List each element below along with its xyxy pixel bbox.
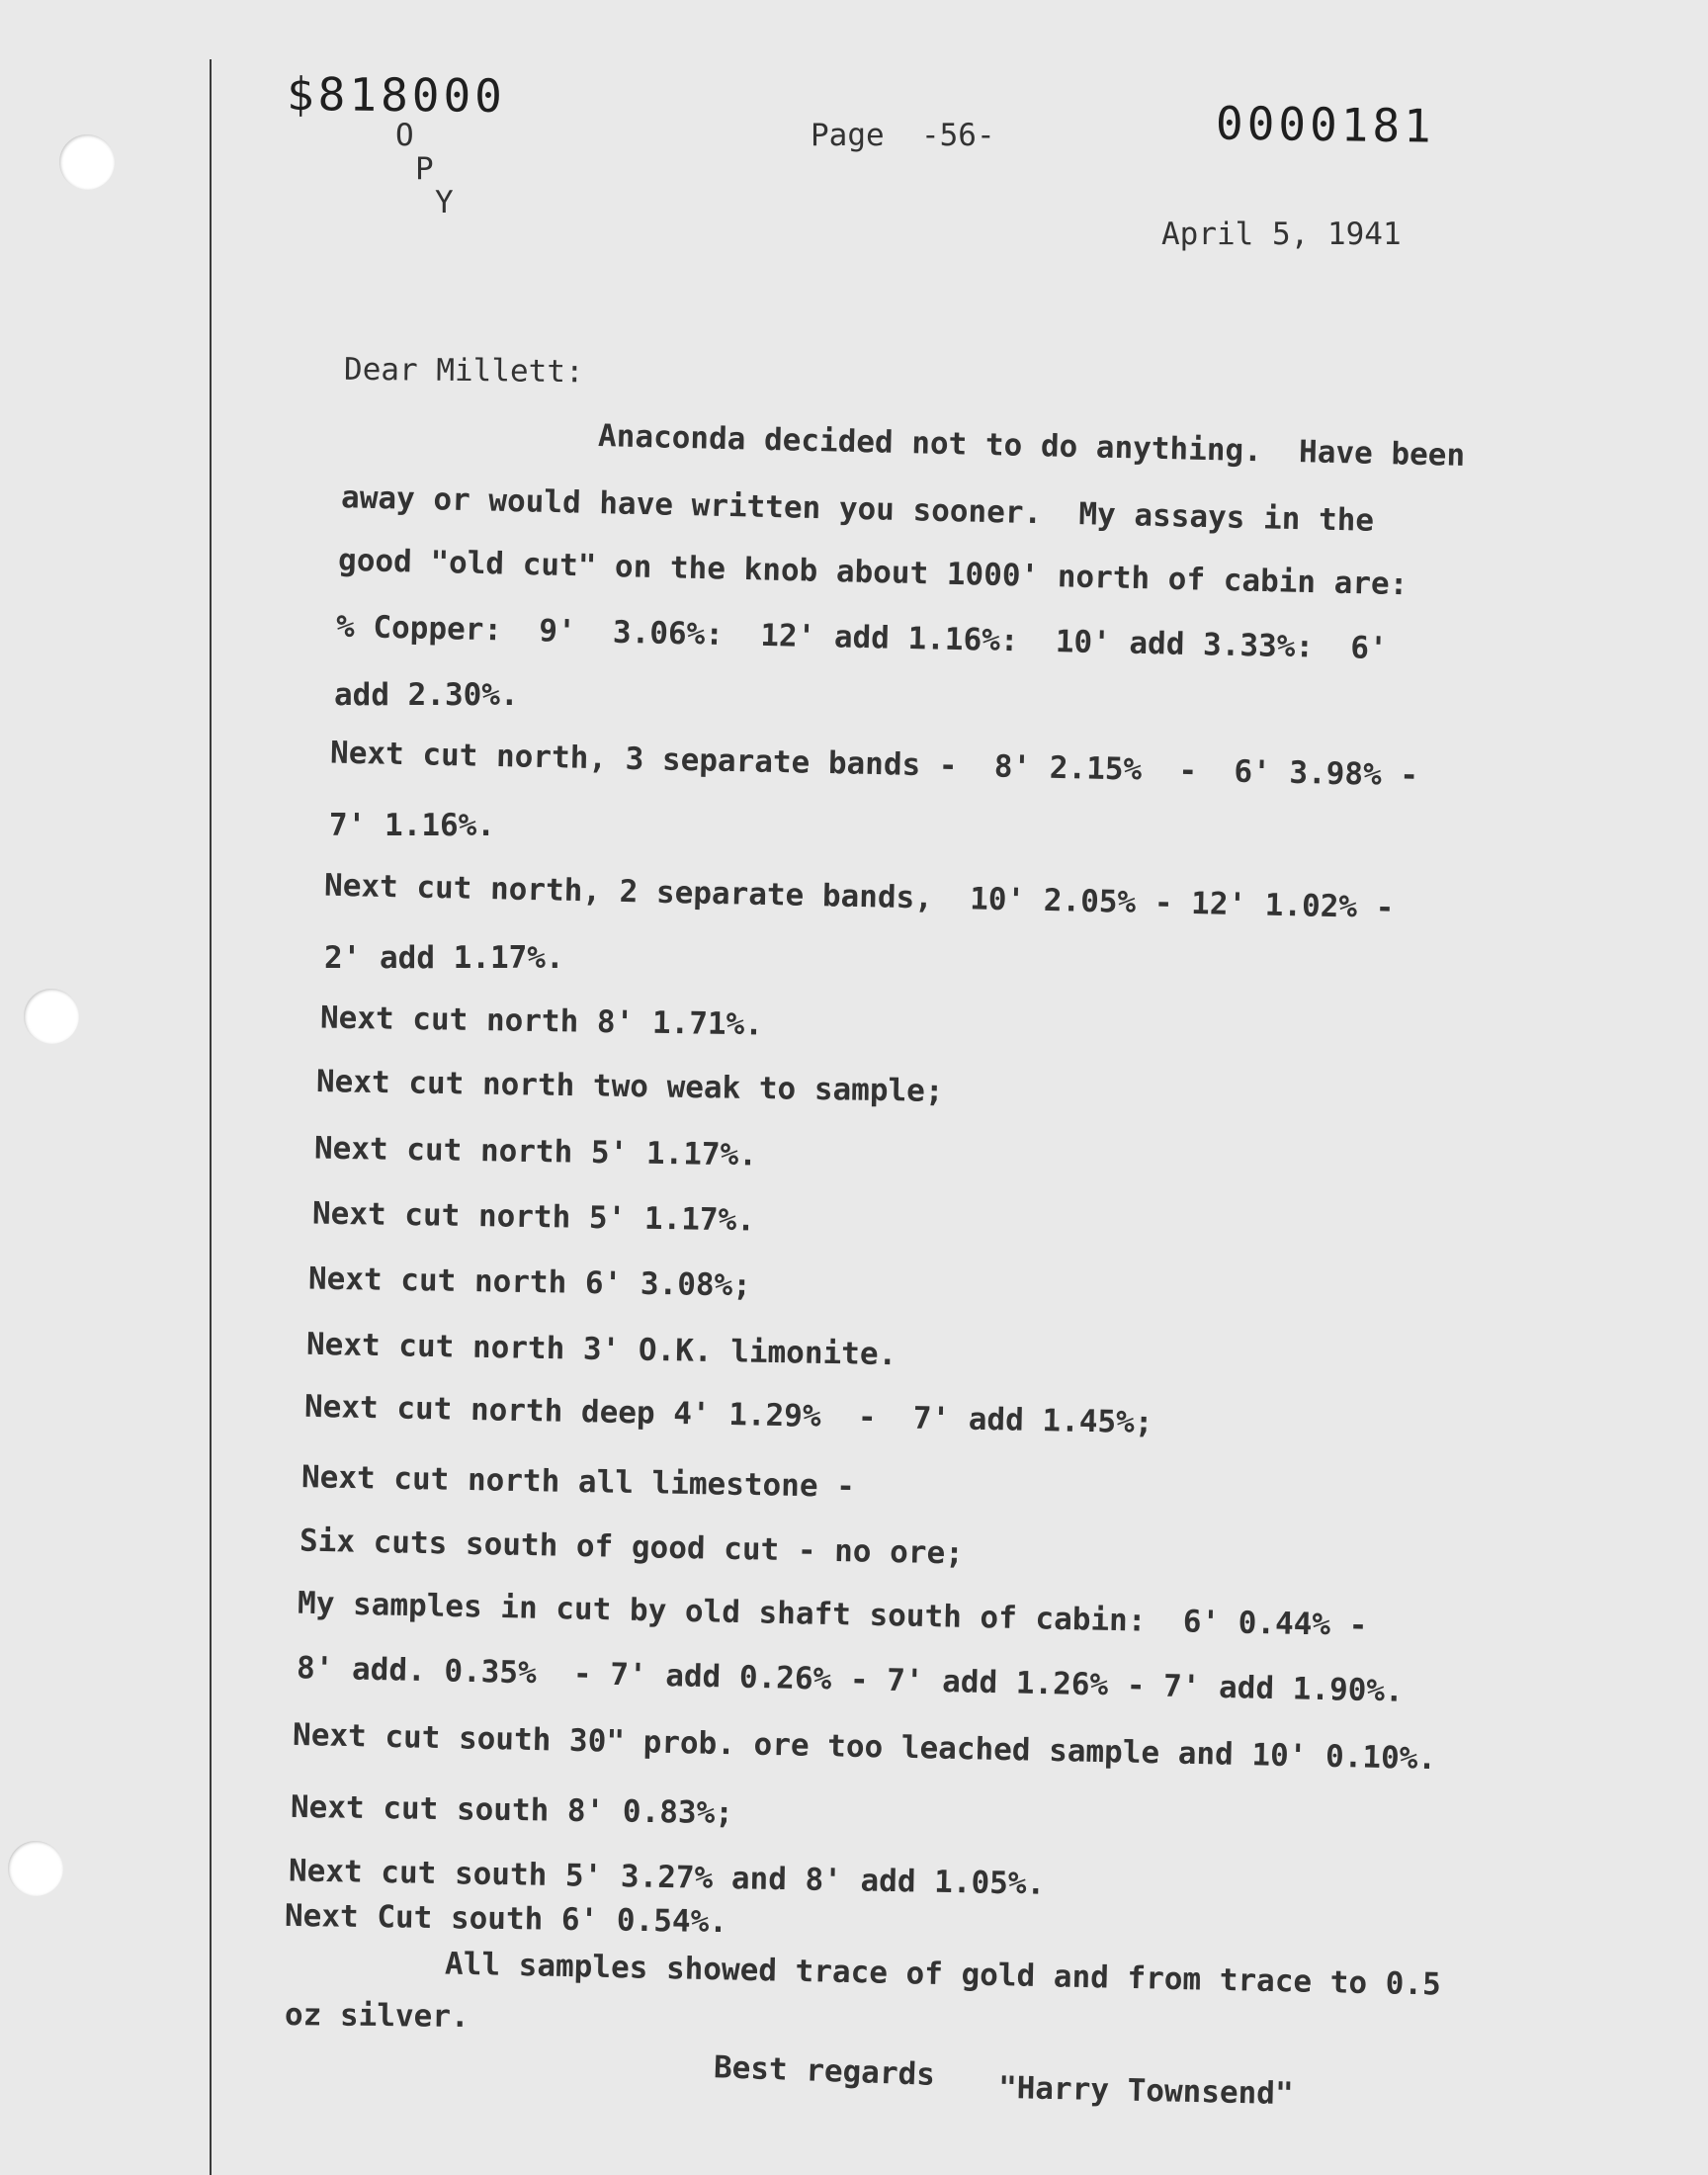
margin-rule <box>210 59 212 2175</box>
body-line: % Copper: 9' 3.06%: 12' add 1.16%: 10' add 3.33%: 6' <box>335 608 1389 667</box>
body-line: oz silver. <box>284 1997 470 2035</box>
punch-hole <box>59 134 115 190</box>
body-line: 7' 1.16%. <box>329 808 495 843</box>
body-line: Next Cut south 6' 0.54%. <box>284 1897 728 1941</box>
body-line: add 2.30%. <box>334 677 519 713</box>
body-line: Next cut north 6' 3.08%; <box>307 1261 752 1304</box>
body-line: good "old cut" on the knob about 1000' north of cabin are: <box>337 542 1409 603</box>
punch-hole <box>8 1841 63 1896</box>
signature: "Harry Townsend" <box>997 2069 1294 2113</box>
stamp-right: 0000181 <box>1215 96 1436 153</box>
copy-letter: Y <box>435 185 454 220</box>
copy-letter: O <box>395 118 414 153</box>
body-line: All samples showed trace of gold and from trace to 0.5 <box>444 1946 1442 2003</box>
body-line: Next cut south 8' 0.83%; <box>290 1788 734 1832</box>
body-line: Next cut north, 3 separate bands - 8' 2.15% - 6' 3.98% - <box>329 735 1419 794</box>
body-line: Next cut north, 2 separate bands, 10' 2.05% - 12' 1.02% - <box>323 867 1395 926</box>
body-line: Next cut south 5' 3.27% and 8' add 1.05%. <box>288 1853 1046 1902</box>
copy-letter: P <box>415 151 434 187</box>
body-line: 2' add 1.17%. <box>324 940 564 976</box>
stamp-left: $818000 <box>286 67 507 123</box>
body-line: Anaconda decided not to do anything. Have been <box>597 418 1466 474</box>
body-line: Six cuts south of good cut - no ore; <box>299 1522 965 1572</box>
body-line: Next cut north 3' O.K. limonite. <box>305 1326 897 1373</box>
letter-date: April 5, 1941 <box>1161 217 1402 252</box>
body-line: Next cut north 5' 1.17%. <box>311 1195 756 1239</box>
salutation: Dear Millett: <box>343 351 584 391</box>
body-line: Next cut north all limestone - <box>300 1459 856 1505</box>
body-line: 8' add. 0.35% - 7' add 0.26% - 7' add 1.26% - 7' add 1.90%. <box>296 1650 1405 1709</box>
body-line: away or would have written you sooner. My assays in the <box>340 479 1375 539</box>
page-label: Page -56- <box>811 118 995 153</box>
body-line: Next cut north 8' 1.71%. <box>319 1000 764 1043</box>
body-line: My samples in cut by old shaft south of cabin: 6' 0.44% - <box>297 1585 1368 1644</box>
closing: Best regards <box>713 2049 936 2093</box>
body-line: Next cut south 30" prob. ore too leached sample and 10' 0.10%. <box>292 1716 1437 1778</box>
body-line: Next cut north deep 4' 1.29% - 7' add 1.45%; <box>303 1388 1153 1441</box>
punch-hole <box>24 989 79 1044</box>
body-line: Next cut north 5' 1.17%. <box>313 1130 758 1174</box>
body-line: Next cut north two weak to sample; <box>315 1064 944 1109</box>
